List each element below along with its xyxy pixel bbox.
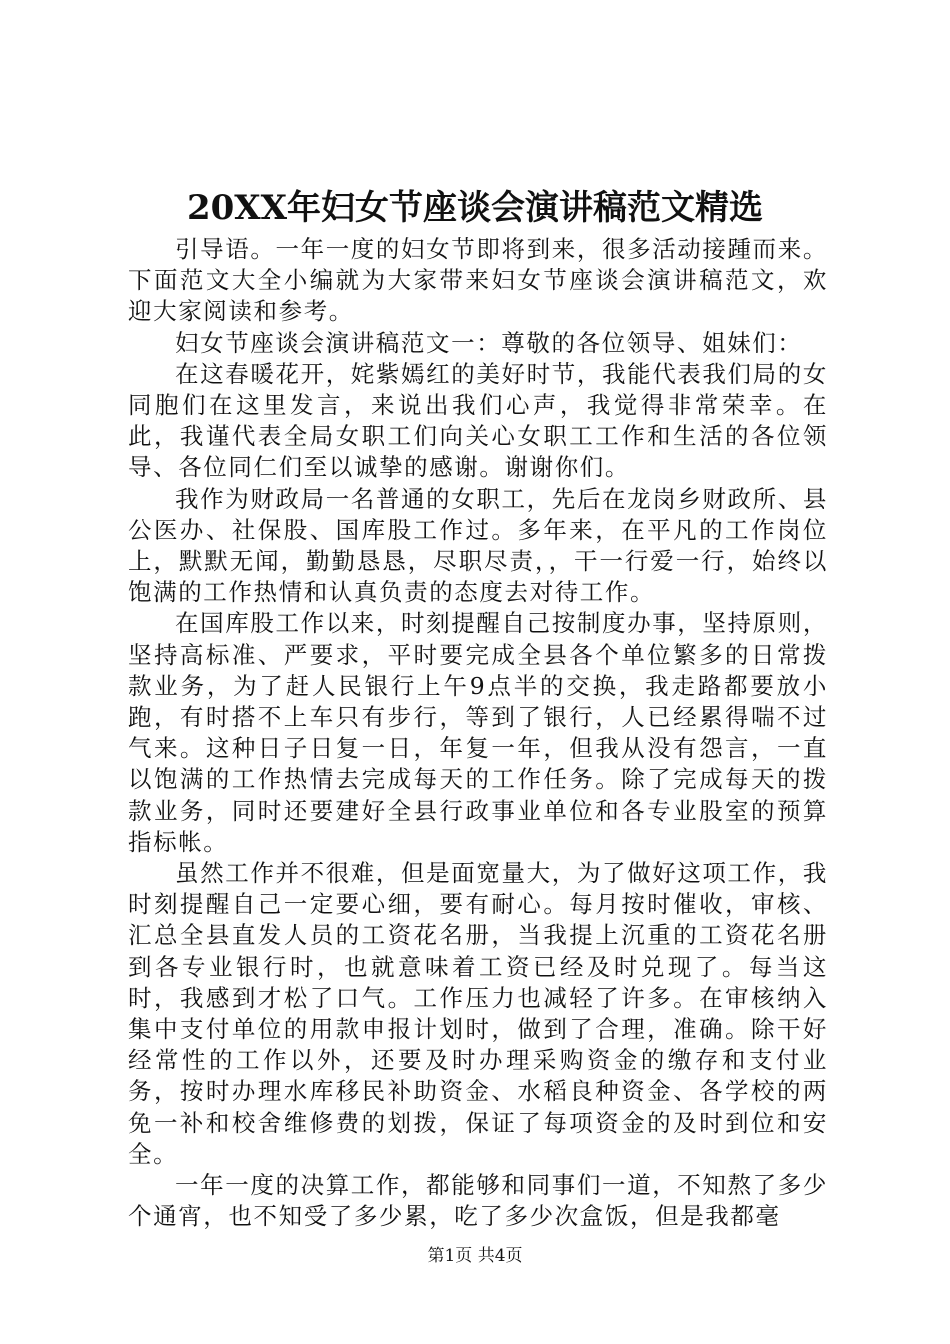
paragraph-5: 一年一度的决算工作，都能够和同事们一道，不知熬了多少个通宵，也不知受了多少累，吃了多少次盒饭，但是我都毫 <box>128 1171 828 1231</box>
page-footer: 第1页 共4页 <box>427 1246 523 1266</box>
paragraph-3: 在国库股工作以来，时刻提醒自己按制度办事，坚持原则，坚持高标准、严要求，平时要完成全县各个单位繁多的日常拨款业务，为了赶人民银行上午9点半的交换，我走路都要放小跑，有时搭不上车只有步行，等到了银行，人已经累得喘不过气来。这种日子日复一日，年复一年，但我从没有怨言，一直以饱满的工作热情去完成每天的工作任务。除了完成每天的拨款业务，同时还要建好全县行政事业单位和各专业股室的预算指标帐。 <box>128 609 828 856</box>
paragraph-2: 我作为财政局一名普通的女职工，先后在龙岗乡财政所、县公医办、社保股、国库股工作过。多年来，在平凡的工作岗位上，默默无闻，勤勤恳恳，尽职尽责，，干一行爱一行，始终以饱满的工作热情和认真负责的态度去对待工作。 <box>128 484 828 607</box>
paragraph-intro: 引导语。一年一度的妇女节即将到来，很多活动接踵而来。下面范文大全小编就为大家带来妇女节座谈会演讲稿范文，欢迎大家阅读和参考。 <box>128 235 828 326</box>
document-body <box>128 234 828 1233</box>
document-title: 20XX年妇女节座谈会演讲稿范文精选 <box>186 188 764 228</box>
paragraph-salutation: 妇女节座谈会演讲稿范文一：尊敬的各位领导、姐妹们： <box>175 328 803 357</box>
paragraph-1: 在这春暖花开，姹紫嫣红的美好时节，我能代表我们局的女同胞们在这里发言，来说出我们心声，我觉得非常荣幸。在此，我谨代表全局女职工们向关心女职工工作和生活的各位领导、各位同仁们至以诚挚的感谢。谢谢你们。 <box>128 359 828 482</box>
paragraph-4: 虽然工作并不很难，但是面宽量大，为了做好这项工作，我时刻提醒自己一定要心细，要有耐心。每月按时催收，审核、汇总全县直发人员的工资花名册，当我提上沉重的工资花名册到各专业银行时，也就意味着工资已经及时兑现了。每当这时，我感到才松了口气。工作压力也减轻了许多。在审核纳入集中支付单位的用款申报计划时，做到了合理，准确。除干好经常性的工作以外，还要及时办理采购资金的缴存和支付业务，按时办理水库移民补助资金、水稻良种资金、各学校的两免一补和校舍维修费的划拨，保证了每项资金的及时到位和安全。 <box>128 859 828 1168</box>
